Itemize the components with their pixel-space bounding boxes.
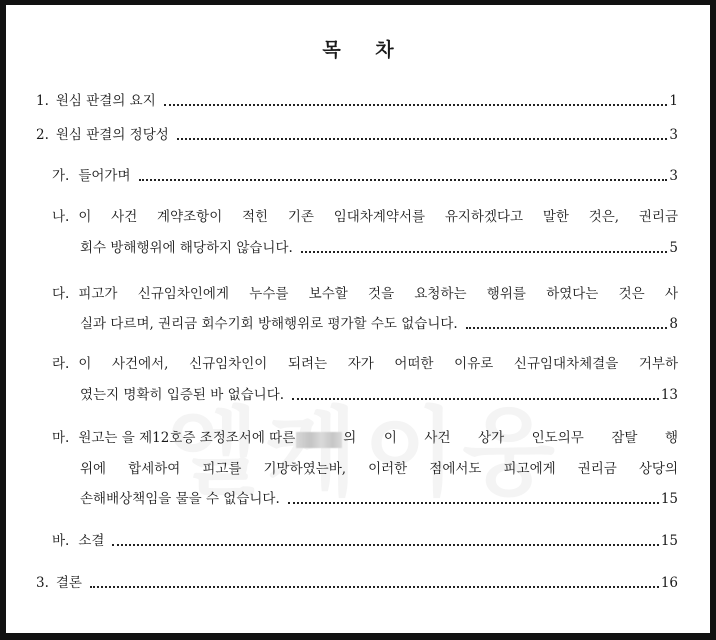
toc-entry-ra-line2[interactable] (80, 385, 678, 405)
entry-number: 바. (52, 533, 70, 549)
page-number: 3 (669, 127, 678, 143)
entry-number: 다. (52, 286, 70, 302)
entry-title-line2: 위에 합세하여 피고를 기망하였는바, 이러한 점에서도 피고에게 권리금 상당의 (80, 461, 678, 477)
dot-leader (292, 398, 659, 400)
entry-title: 결론 (55, 575, 82, 591)
document-page (6, 5, 710, 633)
dot-leader (288, 502, 659, 504)
dot-leader (466, 327, 668, 329)
page-number: 8 (669, 316, 678, 332)
entry-title: 원심 판결의 요지 (55, 93, 156, 109)
entry-title: 소결 (78, 533, 105, 549)
dot-leader (164, 104, 668, 106)
entry-title-line2: 였는지 명확히 입증된 바 없습니다. (80, 387, 285, 403)
page-number: 13 (660, 387, 678, 403)
page-number: 16 (660, 575, 678, 591)
toc-entry-ma-line3[interactable] (80, 489, 678, 509)
toc-entry-ra-line1[interactable] (52, 354, 678, 374)
entry-title: 원심 판결의 정당성 (55, 127, 169, 143)
entry-title-line2: 회수 방해행위에 해당하지 않습니다. (80, 240, 293, 256)
entry-title-line1a: 원고는 을 제12호증 조정조서에 따른 (78, 430, 296, 446)
toc-entry-ga[interactable] (52, 166, 678, 186)
entry-title-line1: 이 사건에서, 신규임차인이 되려는 자가 어떠한 이유로 신규임대차체결을 거부하 (78, 356, 678, 372)
entry-number: 2. (36, 127, 49, 143)
toc-entry-2[interactable] (36, 125, 678, 145)
dot-leader (301, 251, 668, 253)
toc-entry-da-line1[interactable] (52, 284, 678, 304)
dot-leader (112, 544, 658, 546)
entry-title: 들어가며 (78, 168, 131, 184)
entry-number: 라. (52, 356, 70, 372)
page-number: 15 (660, 491, 678, 507)
dot-leader (177, 138, 668, 140)
toc-entry-ma-line1[interactable] (52, 428, 678, 448)
entry-title-line1: 피고가 신규임차인에게 누수를 보수할 것을 요청하는 행위를 하였다는 것은 사 (78, 286, 678, 302)
entry-title-line1: 이 사건 계약조항이 적힌 기존 임대차계약서를 유지하겠다고 말한 것은, 권리금 (78, 209, 678, 225)
entry-number: 3. (36, 575, 49, 591)
toc-entry-3[interactable] (36, 573, 678, 593)
page-number: 1 (669, 93, 678, 109)
toc-entry-na-line1[interactable] (52, 207, 678, 227)
entry-number: 가. (52, 168, 70, 184)
entry-title-line2: 실과 다르며, 권리금 회수기회 방해행위로 평가할 수도 없습니다. (80, 316, 458, 332)
toc-entry-ba[interactable] (52, 531, 678, 551)
page-number: 5 (669, 240, 678, 256)
toc-entry-ma-line2[interactable] (80, 459, 678, 479)
entry-number: 마. (52, 430, 70, 446)
entry-number: 1. (36, 93, 49, 109)
entry-number: 나. (52, 209, 70, 225)
page-number: 15 (660, 533, 678, 549)
toc-title: 목 차 (322, 39, 408, 61)
entry-title-line1b: 의 이 사건 상가 인도의무 잠탈 행 (343, 430, 678, 446)
toc-entry-1[interactable] (36, 91, 678, 111)
dot-leader (90, 586, 659, 588)
toc-entry-da-line2[interactable] (80, 314, 678, 334)
redacted-name (296, 432, 342, 448)
page-number: 3 (669, 168, 678, 184)
dot-leader (139, 179, 668, 181)
toc-entry-na-line2[interactable] (80, 238, 678, 258)
entry-title-line3: 손해배상책임을 물을 수 없습니다. (80, 491, 280, 507)
